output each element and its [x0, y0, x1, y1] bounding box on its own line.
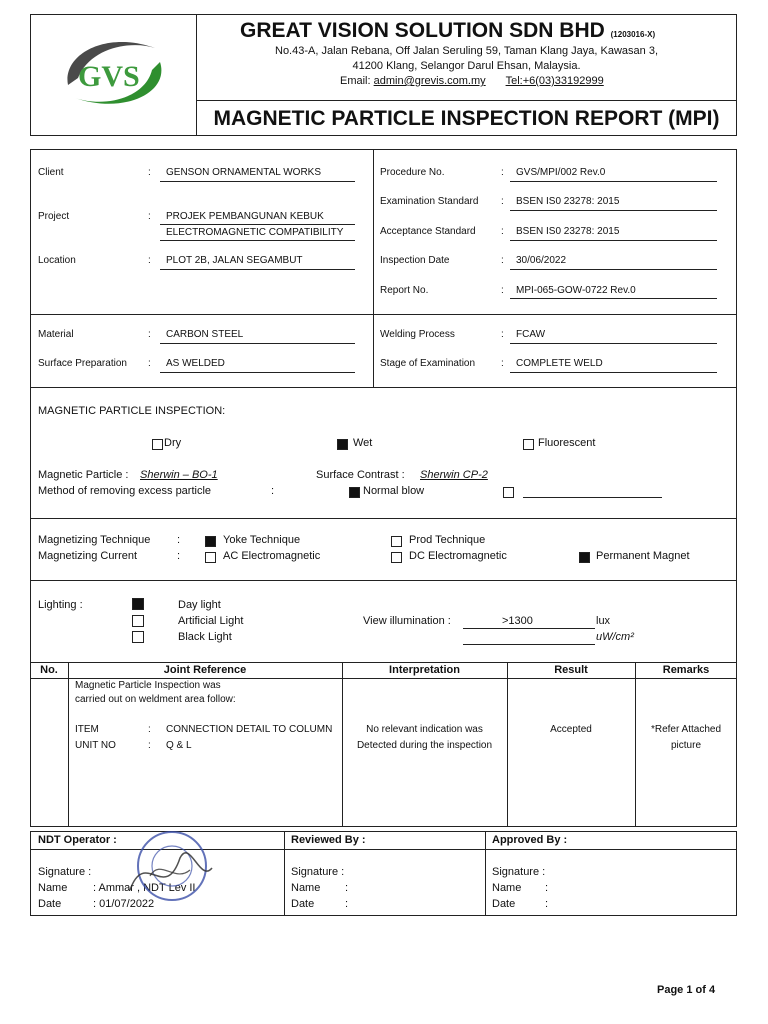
inspection-date-value: 30/06/2022 [516, 255, 567, 266]
address-line-2: 41200 Klang, Selangor Darul Ehsan, Malaysia. [352, 60, 581, 72]
item-colon: : [148, 724, 151, 735]
daylight-label: Day light [178, 599, 221, 611]
lux-unit: lux [596, 615, 611, 627]
other-method-checkbox[interactable] [503, 487, 514, 498]
magnetic-particle-label: Magnetic Particle : [38, 469, 129, 481]
email-link[interactable]: admin@grevis.com.my [373, 75, 486, 87]
inspection-date-label: Inspection Date [380, 255, 450, 266]
approver-date-colon: : [545, 898, 549, 910]
yoke-label: Yoke Technique [223, 534, 301, 546]
surface-prep-colon: : [148, 358, 151, 369]
welding-process-colon: : [501, 329, 504, 340]
report-no-value: MPI-065-GOW-0722 Rev.0 [516, 285, 636, 296]
reviewer-name-label: Name [291, 882, 321, 894]
reviewer-signature-label: Signature : [291, 866, 345, 878]
approver-date-label: Date [492, 898, 516, 910]
reviewer-date-label: Date [291, 898, 315, 910]
address-line-1: No.43-A, Jalan Rebana, Off Jalan Seruling 59, Taman Klang Jaya, Kawasan 3, [275, 45, 658, 57]
operator-signature-label: Signature : [38, 866, 92, 878]
item-value: CONNECTION DETAIL TO COLUMN [166, 724, 333, 735]
operator-date-value: : 01/07/2022 [93, 898, 155, 910]
normal-blow-label: Normal blow [363, 485, 425, 497]
ac-checkbox[interactable] [205, 552, 216, 563]
operator-name-label: Name [38, 882, 68, 894]
black-light-label: Black Light [178, 631, 232, 643]
prod-label: Prod Technique [409, 534, 486, 546]
dry-checkbox[interactable] [152, 439, 163, 450]
company-reg-no: (1203016-X) [610, 30, 656, 39]
svg-text:GVS: GVS [78, 60, 140, 93]
other-method-line [523, 497, 662, 498]
magnetizing-technique-colon: : [177, 534, 181, 546]
exam-standard-value: BSEN IS0 23278: 2015 [516, 196, 620, 207]
client-value: GENSON ORNAMENTAL WORKS [166, 167, 322, 178]
col-header-no: No. [40, 664, 58, 676]
project-value-line2: ELECTROMAGNETIC COMPATIBILITY [166, 227, 344, 238]
artificial-light-checkbox[interactable] [132, 615, 144, 627]
approver-name-label: Name [492, 882, 522, 894]
operator-name-value: : Ammar , NDT Lev II [93, 882, 196, 894]
approved-by-label: Approved By : [492, 834, 568, 846]
exam-standard-colon: : [501, 196, 504, 207]
permanent-magnet-checkbox[interactable] [579, 552, 590, 563]
unit-no-value: Q & L [166, 740, 192, 751]
removal-method-colon: : [271, 485, 275, 497]
client-colon: : [148, 167, 151, 178]
view-illumination-value: >1300 [502, 615, 533, 627]
inspection-date-colon: : [501, 255, 504, 266]
lighting-label: Lighting : [38, 599, 83, 611]
project-value-line1: PROJEK PEMBANGUNAN KEBUK [166, 211, 324, 222]
report-no-colon: : [501, 285, 504, 296]
welding-process-label: Welding Process [380, 329, 455, 340]
yoke-checkbox[interactable] [205, 536, 216, 547]
dry-label: Dry [164, 437, 182, 449]
location-label: Location [38, 255, 76, 266]
dc-label: DC Electromagnetic [409, 550, 507, 562]
magnetic-particle-value: Sherwin – BO-1 [140, 469, 218, 481]
col-header-interpretation: Interpretation [389, 664, 460, 676]
ndt-operator-label: NDT Operator : [38, 834, 117, 846]
project-colon: : [148, 211, 151, 222]
acceptance-standard-label: Acceptance Standard [380, 226, 476, 237]
item-label: ITEM [75, 724, 99, 735]
material-value: CARBON STEEL [166, 329, 244, 340]
uv-unit: uW/cm² [596, 631, 634, 643]
surface-contrast-label: Surface Contrast : [316, 469, 405, 481]
material-colon: : [148, 329, 151, 340]
surface-contrast-value: Sherwin CP-2 [420, 469, 488, 481]
location-colon: : [148, 255, 151, 266]
approver-name-colon: : [545, 882, 549, 894]
company-logo [60, 30, 170, 115]
joint-desc-line2: carried out on weldment area follow: [75, 694, 236, 705]
dc-checkbox[interactable] [391, 552, 402, 563]
fluorescent-label: Fluorescent [538, 437, 596, 449]
stage-label: Stage of Examination [380, 358, 476, 369]
company-name: GREAT VISION SOLUTION SDN BHD (1203016-X) [240, 19, 656, 42]
report-no-label: Report No. [380, 285, 429, 296]
stage-value: COMPLETE WELD [516, 358, 603, 369]
stage-colon: : [501, 358, 504, 369]
reviewer-date-colon: : [345, 898, 349, 910]
col-header-result: Result [554, 664, 588, 676]
reviewer-name-colon: : [345, 882, 349, 894]
project-label: Project [38, 211, 70, 222]
joint-desc-line1: Magnetic Particle Inspection was [75, 680, 221, 691]
fluorescent-checkbox[interactable] [523, 439, 534, 450]
mpi-heading: MAGNETIC PARTICLE INSPECTION: [38, 405, 226, 417]
report-title: MAGNETIC PARTICLE INSPECTION REPORT (MPI) [213, 107, 720, 130]
wet-checkbox[interactable] [337, 439, 348, 450]
magnetizing-current-colon: : [177, 550, 181, 562]
company-stamp [120, 828, 220, 910]
view-illumination-label: View illumination : [363, 615, 451, 627]
wet-label: Wet [353, 437, 373, 449]
prod-checkbox[interactable] [391, 536, 402, 547]
interpretation-line2: Detected during the inspection [356, 740, 493, 751]
exam-standard-label: Examination Standard [380, 196, 479, 207]
approver-signature-label: Signature : [492, 866, 546, 878]
col-header-remarks: Remarks [662, 664, 710, 676]
normal-blow-checkbox[interactable] [349, 487, 360, 498]
remarks-line2: picture [670, 740, 701, 751]
material-label: Material [38, 329, 74, 340]
page-number: Page 1 of 4 [657, 984, 716, 996]
magnetizing-technique-label: Magnetizing Technique [38, 534, 151, 546]
ac-label: AC Electromagnetic [223, 550, 321, 562]
acceptance-standard-colon: : [501, 226, 504, 237]
procedure-colon: : [501, 167, 504, 178]
result-value: Accepted [550, 724, 592, 735]
procedure-label: Procedure No. [380, 167, 445, 178]
artificial-light-label: Artificial Light [178, 615, 244, 627]
permanent-magnet-label: Permanent Magnet [596, 550, 690, 562]
phone-link[interactable]: Tel:+6(03)33192999 [505, 75, 604, 87]
interpretation-line1: No relevant indication was [366, 724, 483, 735]
reviewed-by-label: Reviewed By : [291, 834, 366, 846]
col-header-joint-reference: Joint Reference [163, 664, 247, 676]
location-value: PLOT 2B, JALAN SEGAMBUT [166, 255, 303, 266]
welding-process-value: FCAW [516, 329, 546, 340]
procedure-value: GVS/MPI/002 Rev.0 [516, 167, 606, 178]
surface-prep-label: Surface Preparation [38, 358, 127, 369]
acceptance-standard-value: BSEN IS0 23278: 2015 [516, 226, 620, 237]
black-light-checkbox[interactable] [132, 631, 144, 643]
client-label: Client [38, 167, 64, 178]
contact-line: Email: admin@grevis.com.my Tel:+6(03)33192999 [340, 75, 604, 87]
remarks-line1: *Refer Attached [650, 724, 722, 735]
unit-no-colon: : [148, 740, 151, 751]
surface-prep-value: AS WELDED [166, 358, 225, 369]
magnetizing-current-label: Magnetizing Current [38, 550, 138, 562]
operator-date-label: Date [38, 898, 62, 910]
daylight-checkbox[interactable] [132, 598, 144, 610]
removal-method-label: Method of removing excess particle [38, 485, 212, 497]
unit-no-label: UNIT NO [75, 740, 116, 751]
